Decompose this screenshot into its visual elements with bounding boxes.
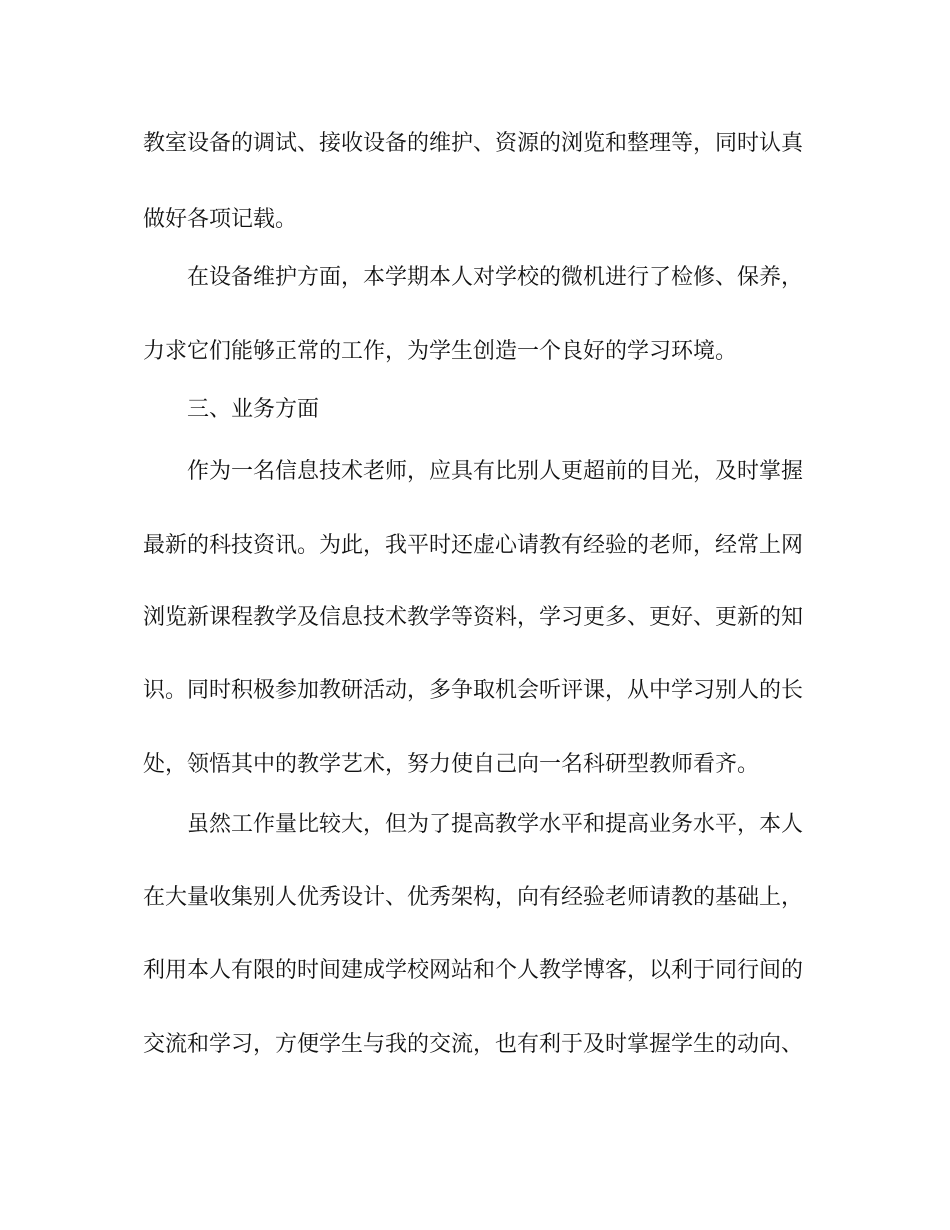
text-line: 力求它们能够正常的工作，为学生创造一个良好的学习环境。	[143, 339, 738, 364]
text-line: 在大量收集别人优秀设计、优秀架构，向有经验老师请教的基础上，	[143, 885, 804, 910]
text-line: 最新的科技资讯。为此，我平时还虚心请教有经验的老师，经常上网	[143, 533, 804, 558]
text-line: 利用本人有限的时间建成学校网站和个人教学博客，以利于同行间的	[143, 958, 804, 983]
section-heading: 三、业务方面	[187, 397, 320, 422]
paragraph-first-line: 作为一名信息技术老师，应具有比别人更超前的目光，及时掌握	[187, 459, 804, 484]
text-line: 处，领悟其中的教学艺术，努力使自己向一名科研型教师看齐。	[143, 752, 760, 777]
text-line: 识。同时积极参加教研活动，多争取机会听评课，从中学习别人的长	[143, 678, 804, 703]
paragraph-first-line: 虽然工作量比较大，但为了提高教学水平和提高业务水平，本人	[187, 812, 804, 837]
paragraph-first-line: 在设备维护方面，本学期本人对学校的微机进行了检修、保养，	[187, 265, 804, 290]
text-line: 教室设备的调试、接收设备的维护、资源的浏览和整理等，同时认真	[143, 131, 804, 156]
text-line: 浏览新课程教学及信息技术教学等资料，学习更多、更好、更新的知	[143, 605, 804, 630]
text-line: 做好各项记载。	[143, 207, 298, 232]
text-line: 交流和学习，方便学生与我的交流，也有利于及时掌握学生的动向、	[143, 1032, 804, 1057]
